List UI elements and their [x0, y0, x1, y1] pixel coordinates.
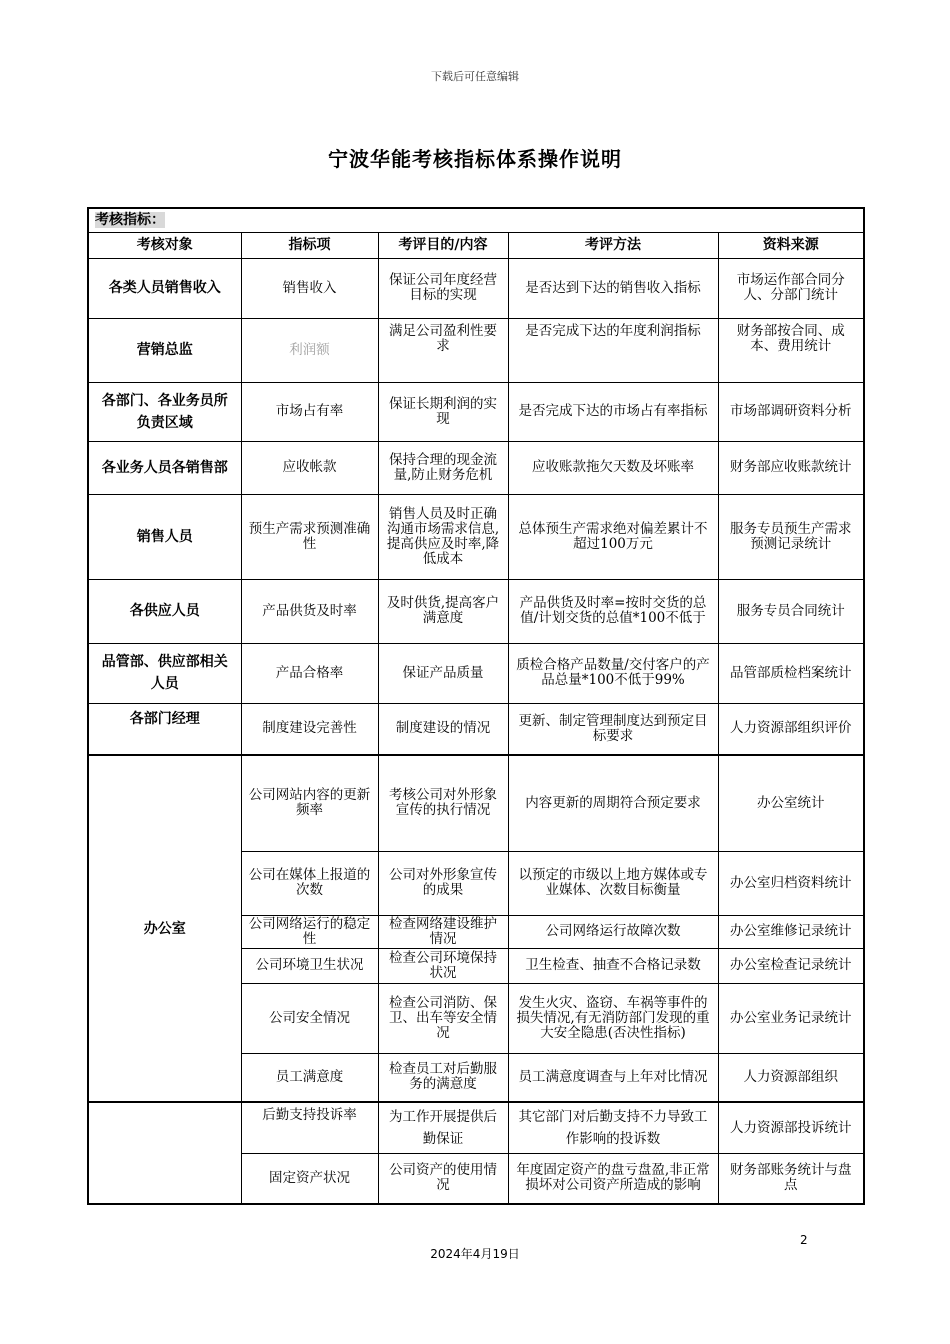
- table-row: [88, 1102, 864, 1153]
- row-purpose: 销售人员及时正确沟通市场需求信息,提高供应及时率,降低成本: [378, 494, 508, 579]
- row-purpose: 检查公司环境保持状况: [378, 948, 508, 983]
- row-purpose: 保证产品质量: [378, 643, 508, 703]
- row-source: 人力资源部投诉统计: [718, 1102, 864, 1153]
- row-source: 办公室业务记录统计: [718, 983, 864, 1053]
- table-row: [88, 318, 864, 382]
- row-object: 各业务人员各销售部: [88, 441, 241, 494]
- table-row: [88, 755, 864, 851]
- row-method: 发生火灾、盗窃、车祸等事件的损失情况,有无消防部门发现的重大安全隐患(否决性指标): [508, 983, 718, 1053]
- row-method: 公司网络运行故障次数: [508, 915, 718, 948]
- row-object: 营销总监: [88, 318, 241, 382]
- row-item: 产品供货及时率: [241, 579, 378, 643]
- row-source: 办公室维修记录统计: [718, 915, 864, 948]
- table-row: [88, 441, 864, 494]
- row-purpose: 为工作开展提供后勤保证: [378, 1102, 508, 1153]
- row-object-empty: [88, 1102, 241, 1204]
- row-item: 公司安全情况: [241, 983, 378, 1053]
- row-item: 公司网站内容的更新频率: [241, 755, 378, 851]
- row-source: 财务部应收账款统计: [718, 441, 864, 494]
- row-method: 是否达到下达的销售收入指标: [508, 258, 718, 318]
- row-item: 销售收入: [241, 258, 378, 318]
- row-purpose: 检查公司消防、保卫、出车等安全情况: [378, 983, 508, 1053]
- row-source: 服务专员预生产需求预测记录统计: [718, 494, 864, 579]
- row-item: 后勤支持投诉率: [241, 1102, 378, 1153]
- table-row: [88, 494, 864, 579]
- row-source: 办公室归档资料统计: [718, 851, 864, 915]
- table-row: [88, 643, 864, 703]
- footer-date: 2024年4月19日: [430, 1247, 520, 1261]
- column-header: 资料来源: [718, 232, 864, 258]
- row-method: 是否完成下达的市场占有率指标: [508, 382, 718, 441]
- row-method: 内容更新的周期符合预定要求: [508, 755, 718, 851]
- row-item: 利润额: [241, 318, 378, 382]
- row-method: 是否完成下达的年度利润指标: [508, 318, 718, 382]
- row-purpose: 检查员工对后勤服务的满意度: [378, 1053, 508, 1102]
- page-header: 下载后可任意编辑: [431, 70, 519, 83]
- column-header: 考评方法: [508, 232, 718, 258]
- row-purpose: 满足公司盈利性要求: [378, 318, 508, 382]
- row-method: 卫生检查、抽查不合格记录数: [508, 948, 718, 983]
- row-purpose: 检查网络建设维护情况: [378, 915, 508, 948]
- row-source: 财务部按合同、成本、费用统计: [718, 318, 864, 382]
- row-item: 员工满意度: [241, 1053, 378, 1102]
- row-method: 产品供货及时率=按时交货的总值/计划交货的总值*100不低于: [508, 579, 718, 643]
- row-source: 服务专员合同统计: [718, 579, 864, 643]
- row-source: 办公室统计: [718, 755, 864, 851]
- row-source: 财务部账务统计与盘点: [718, 1153, 864, 1204]
- row-source: 人力资源部组织: [718, 1053, 864, 1102]
- column-header: 指标项: [241, 232, 378, 258]
- table-row: [88, 703, 864, 755]
- row-method: 质检合格产品数量/交付客户的产品总量*100不低于99%: [508, 643, 718, 703]
- column-header: 考评目的/内容: [378, 232, 508, 258]
- row-object: 销售人员: [88, 494, 241, 579]
- row-purpose: 考核公司对外形象宣传的执行情况: [378, 755, 508, 851]
- row-object: 各部门经理: [88, 703, 241, 755]
- table-row: [88, 579, 864, 643]
- row-item: 应收帐款: [241, 441, 378, 494]
- row-item: 公司在媒体上报道的次数: [241, 851, 378, 915]
- row-method: 总体预生产需求绝对偏差累计不超过100万元: [508, 494, 718, 579]
- row-source: 市场部调研资料分析: [718, 382, 864, 441]
- row-source: 办公室检查记录统计: [718, 948, 864, 983]
- row-purpose: 保证长期利润的实现: [378, 382, 508, 441]
- document-title: 宁波华能考核指标体系操作说明: [328, 147, 622, 171]
- assessment-table: [87, 207, 865, 1205]
- row-purpose: 保持合理的现金流量,防止财务危机: [378, 441, 508, 494]
- row-source: 人力资源部组织评价: [718, 703, 864, 755]
- table-header-row: [88, 232, 864, 258]
- row-item: 制度建设完善性: [241, 703, 378, 755]
- row-object: 各供应人员: [88, 579, 241, 643]
- row-purpose: 保证公司年度经营目标的实现: [378, 258, 508, 318]
- row-method: 其它部门对后勤支持不力导致工作影响的投诉数: [508, 1102, 718, 1153]
- row-object-office: 办公室: [88, 755, 241, 1102]
- row-item: 产品合格率: [241, 643, 378, 703]
- row-item: 公司网络运行的稳定性: [241, 915, 378, 948]
- row-item: 公司环境卫生状况: [241, 948, 378, 983]
- section-label: 考核指标：: [88, 208, 864, 232]
- row-item: 固定资产状况: [241, 1153, 378, 1204]
- row-purpose: 及时供货,提高客户满意度: [378, 579, 508, 643]
- row-purpose: 公司对外形象宣传的成果: [378, 851, 508, 915]
- page-number: 2: [800, 1233, 808, 1247]
- table-row: [88, 258, 864, 318]
- row-purpose: 公司资产的使用情况: [378, 1153, 508, 1204]
- row-method: 年度固定资产的盘亏盘盈,非正常损坏对公司资产所造成的影响: [508, 1153, 718, 1204]
- row-method: 应收账款拖欠天数及坏账率: [508, 441, 718, 494]
- row-item: 预生产需求预测准确性: [241, 494, 378, 579]
- row-source: 市场运作部合同分人、分部门统计: [718, 258, 864, 318]
- row-purpose: 制度建设的情况: [378, 703, 508, 755]
- row-object: 各部门、各业务员所负责区域: [88, 382, 241, 441]
- row-method: 更新、制定管理制度达到预定目标要求: [508, 703, 718, 755]
- row-method: 以预定的市级以上地方媒体或专业媒体、次数目标衡量: [508, 851, 718, 915]
- row-item: 市场占有率: [241, 382, 378, 441]
- column-header: 考核对象: [88, 232, 241, 258]
- row-source: 品管部质检档案统计: [718, 643, 864, 703]
- row-method: 员工满意度调查与上年对比情况: [508, 1053, 718, 1102]
- row-object: 品管部、供应部相关人员: [88, 643, 241, 703]
- table-row: [88, 382, 864, 441]
- row-object: 各类人员销售收入: [88, 258, 241, 318]
